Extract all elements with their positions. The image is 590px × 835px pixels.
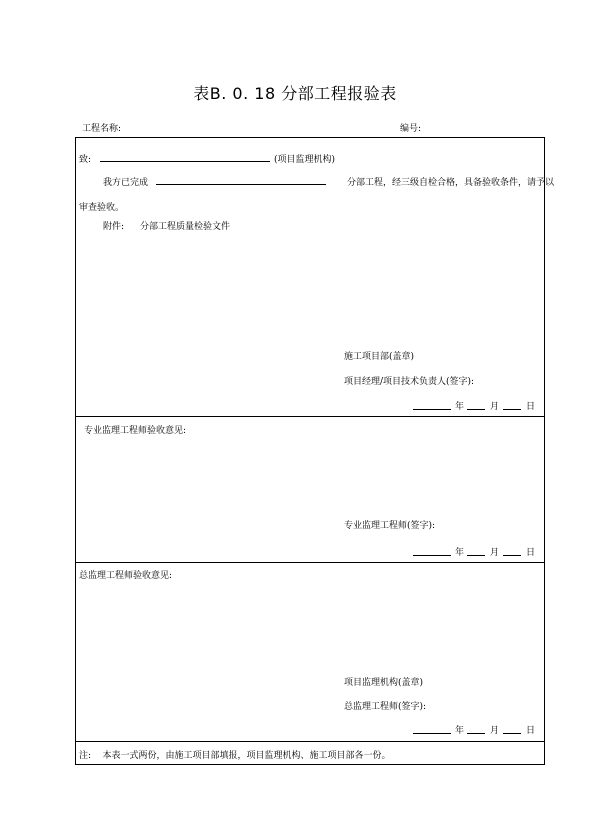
specialist-opinion-label: 专业监理工程师验收意见: <box>84 426 187 436</box>
completed-suffix: 分部工程，经三级自检合格，具备验收条件，请予以 <box>347 178 555 188</box>
supervisor-stamp-label: 项目监理机构(盖章) <box>344 678 424 688</box>
date-day-label: 日 <box>526 726 536 736</box>
date-year-field[interactable] <box>413 555 451 556</box>
footer-note: 注: 本表一式两份，由施工项目部填报，项目监理机构、施工项目部各一份。 <box>79 751 391 761</box>
date-day-field[interactable] <box>503 409 521 410</box>
attachment-label: 附件: <box>103 222 125 232</box>
manager-signature-label: 项目经理/项目技术负责人(签字): <box>344 377 475 387</box>
supervisor-org-field[interactable] <box>100 161 270 162</box>
project-name-label: 工程名称: <box>82 124 122 134</box>
date-year-field[interactable] <box>413 733 451 734</box>
date-month-field[interactable] <box>467 733 485 734</box>
date-day-field[interactable] <box>503 555 521 556</box>
completed-prefix: 我方已完成 <box>103 178 149 188</box>
date-month-label: 月 <box>490 726 500 736</box>
date-year-label: 年 <box>455 726 465 736</box>
date-day-field[interactable] <box>503 733 521 734</box>
form-number-label: 编号: <box>400 124 422 134</box>
supervisor-org-hint: (项目监理机构) <box>274 155 336 165</box>
page-title: 表B. 0. 18 分部工程报验表 <box>193 84 397 103</box>
date-month-label: 月 <box>490 402 500 412</box>
section-divider <box>75 416 545 417</box>
chief-opinion-label: 总监理工程师验收意见: <box>79 571 173 581</box>
specialist-signature-label: 专业监理工程师(签字): <box>344 521 436 531</box>
date-month-label: 月 <box>490 548 500 558</box>
subproject-name-field[interactable] <box>156 184 326 185</box>
completed-line2: 审查验收。 <box>79 203 125 213</box>
to-label: 致: <box>79 155 92 165</box>
date-year-label: 年 <box>455 548 465 558</box>
section-divider <box>75 741 545 742</box>
date-month-field[interactable] <box>467 555 485 556</box>
chief-signature-label: 总监理工程师(签字): <box>344 702 427 712</box>
date-year-label: 年 <box>455 402 465 412</box>
date-year-field[interactable] <box>413 409 451 410</box>
section-divider <box>75 562 545 563</box>
date-day-label: 日 <box>526 548 536 558</box>
date-month-field[interactable] <box>467 409 485 410</box>
construction-stamp-label: 施工项目部(盖章) <box>344 352 415 362</box>
attachment-value: 分部工程质量检验文件 <box>140 222 231 232</box>
date-day-label: 日 <box>526 402 536 412</box>
